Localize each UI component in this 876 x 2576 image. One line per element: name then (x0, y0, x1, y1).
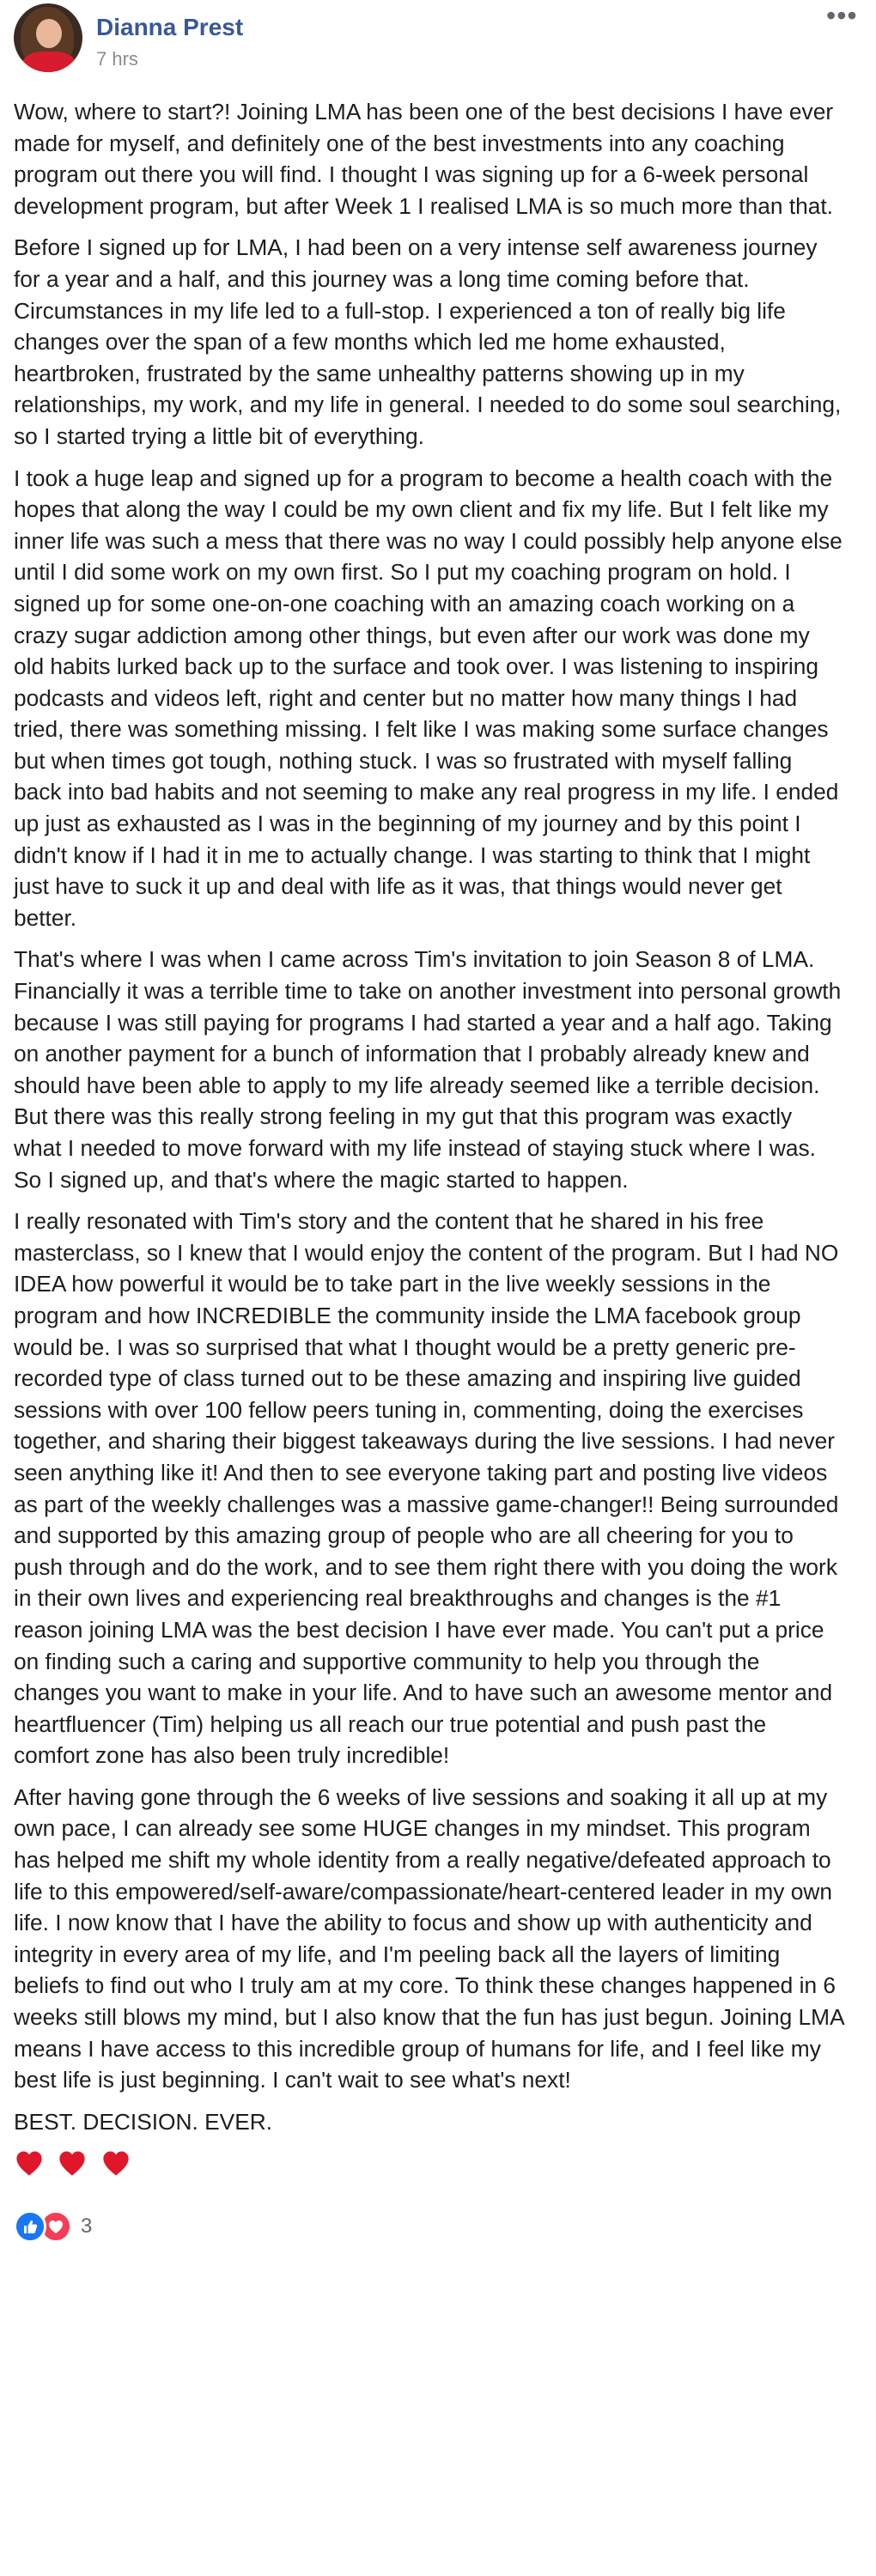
author-name[interactable]: Dianna Prest (96, 14, 244, 40)
post-paragraph: I took a huge leap and signed up for a program to become a health coach with the hopes that along the way I could be my own client and fix my life. But I felt like my inner life was such a mess that there was no way I could possibly help anyone else until I did some work on my own first. So I put my coaching program on hold. I signed up for some one-on-one coaching with an amazing coach working on a crazy sugar addiction among other things, but even after our work was done my old habits lurked back up to the surface and took over. I was listening to inspiring podcasts and videos left, right and center but no matter how many things I had tried, there was something missing. I felt like I was making some surface changes but when times got tough, nothing stuck. I was so frustrated with myself falling back into bad habits and not seeming to make any real progress in my life. I ended up just as exhausted as I was in the beginning of my journey and by this point I didn't know if I had it in me to actually change. I was starting to think that I might just have to suck it up and deal with life as it was, that things would never get better. (14, 465, 843, 931)
heart-icon (14, 2148, 45, 2178)
reactions-bar[interactable] (0, 2208, 876, 2245)
more-options-button[interactable]: ••• (826, 0, 858, 31)
post-paragraph: That's where I was when I came across Tim's invitation to join Season 8 of LMA. Financially it was a terrible time to take on another investment into personal growth because I was still paying for programs I had started a year and a half ago. Taking on another payment for a bunch of information that I probably already knew and should have been able to apply to my life already seemed like a terrible decision. But there was this really strong feeling in my gut that this program was exactly what I needed to move forward with my life instead of staying stuck where I was. So I signed up, and that's where the magic started to happen. (14, 946, 842, 1193)
reaction-count[interactable]: 3 (81, 2215, 93, 2239)
post-paragraph: I really resonated with Tim's story and the content that he shared in his free masterclass, so I knew that I would enjoy the content of the program. But I had NO IDEA how powerful it would be to take part in the live weekly sessions in the program and how INCREDIBLE the community inside the LMA facebook group would be. I was so surprised that what I thought would be a pretty generic pre-recorded type of class turned out to be these amazing and inspiring live guided sessions with over 100 fellow peers tuning in, commenting, doing the exercises together, and sharing their biggest takeaways during the live sessions. I had never seen anything like it! And then to see everyone taking part and posting live videos as part of the weekly challenges was a massive game-changer!! Being surrounded and supported by this amazing group of people who are all cheering for you to push through and do the work, and to see them right there with you doing the work in their own lives and experiencing real breakthroughs and changes is the #1 reason joining LMA was the best decision I have ever made. You can't put a price on finding such a caring and supportive community to help you through the changes you want to make in your life. And to have such an awesome mentor and heartfluencer (Tim) helping us all reach our true potential and push past the comfort zone has also been truly incredible! (14, 1208, 839, 1769)
post-paragraph: Wow, where to start?! Joining LMA has been one of the best decisions I have ever made for myself, and definitely one of the best investments into any coaching program out there you will find. I thought I was signing up for a 6-week personal development program, but after Week 1 I realised LMA is so much more than that. (14, 99, 834, 219)
post-body (0, 86, 859, 2182)
post-paragraph-closing: BEST. DECISION. EVER. (14, 2108, 273, 2135)
post-header (0, 0, 876, 86)
avatar[interactable] (14, 3, 82, 72)
avatar-face (36, 19, 62, 48)
post-timestamp[interactable]: 7 hrs (96, 48, 138, 70)
avatar-shirt (22, 52, 76, 72)
heart-icon (57, 2148, 88, 2178)
heart-icon (100, 2148, 131, 2178)
like-icon (14, 2210, 46, 2243)
post-paragraph: After having gone through the 6 weeks of live sessions and soaking it all up at my own pace, I can already see some HUGE changes in my mindset. This program has helped me shift my whole identity from a really negative/defeated approach to life to this empowered/self-aware/compassionate/heart-centered leader in my own life. I now know that I have the ability to focus and show up with authenticity and integrity in every area of my life, and I'm peeling back all the layers of limiting beliefs to find out who I truly am at my core. To think these changes happened in 6 weeks still blows my mind, but I also know that the fun has just begun. Joining LMA means I have access to this incredible group of humans for life, and I feel like my best life is just beginning. I can't wait to see what's next! (14, 1783, 844, 2093)
heart-emoji-line (14, 2148, 845, 2182)
post-paragraph: Before I signed up for LMA, I had been on a very intense self awareness journey for a year and a half, and this journey was a long time coming before that. Circumstances in my life led to a full-stop. I experienced a ton of really big life changes over the span of a few months which led me home exhausted, heartbroken, frustrated by the same unhealthy patterns showing up in my relationships, my work, and my life in general. I needed to do some soul searching, so I started trying a little bit of everything. (14, 234, 842, 449)
